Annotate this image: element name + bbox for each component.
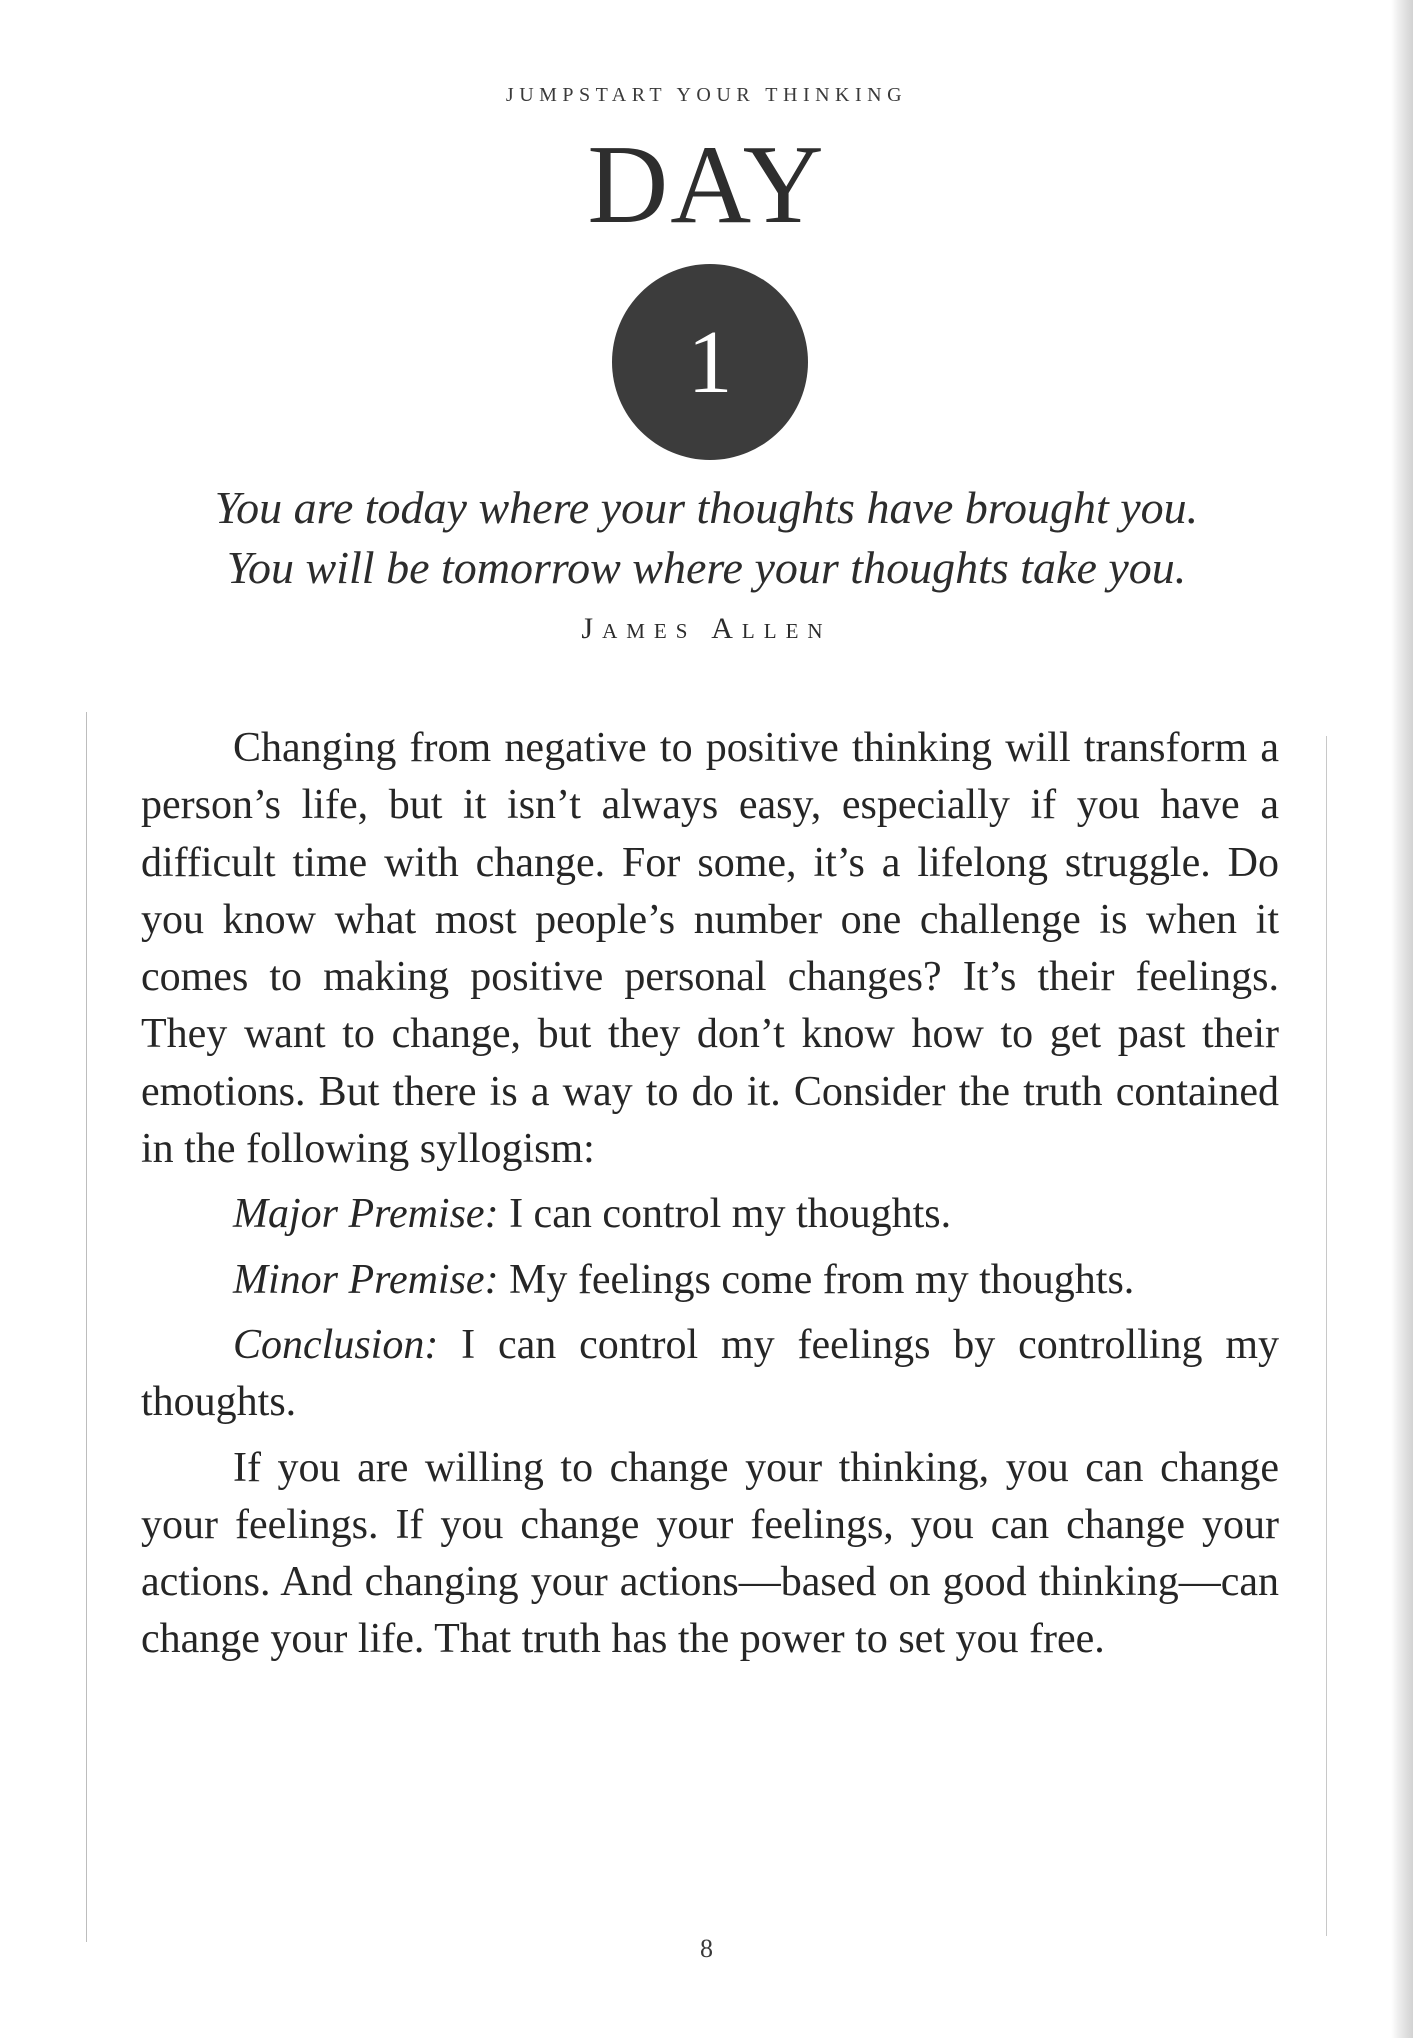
epigraph-line-1: You are today where your thoughts have brought you. xyxy=(214,482,1199,533)
page-edge-shadow xyxy=(1391,0,1413,2038)
conclusion-text: I can control my feelings by controlling my thoughts. xyxy=(141,1321,1279,1426)
body-text xyxy=(141,720,1279,1669)
day-number-badge xyxy=(612,264,808,460)
syllogism-conclusion xyxy=(141,1317,1279,1432)
epigraph-quote xyxy=(0,478,1413,598)
syllogism-minor-premise xyxy=(141,1252,1279,1309)
right-margin-line xyxy=(1326,736,1327,1936)
day-heading: DAY xyxy=(587,123,826,247)
body-paragraph-2: If you are willing to change your thinking, you can change your feelings. If you change your feelings, you can change your actions. And changing your actions—based on good thinking—can change your life. That truth has the power to set you free. xyxy=(141,1444,1279,1663)
left-margin-line xyxy=(86,712,87,1942)
day-number: 1 xyxy=(687,313,733,412)
minor-premise-label: Minor Premise: xyxy=(233,1256,499,1303)
minor-premise-text: My feelings come from my thoughts. xyxy=(498,1256,1135,1303)
running-head: JUMPSTART YOUR THINKING xyxy=(505,84,908,106)
page-number: 8 xyxy=(700,1934,713,1963)
major-premise-text: I can control my thoughts. xyxy=(498,1191,952,1238)
epigraph-attribution: James Allen xyxy=(581,612,832,645)
body-paragraph-1: Changing from negative to positive thinking will transform a person’s life, but it isn’t always easy, especially if you have a difficult time with change. For some, it’s a lifelong struggle. Do you know what most people’s number one challenge is when it comes to making positive personal changes? It’s their feelings. They want to change, but they don’t know how to get past their emotions. But there is a way to do it. Consider the truth contained in the following syllogism: xyxy=(141,725,1279,1173)
epigraph-line-2: You will be tomorrow where your thoughts take you. xyxy=(226,542,1187,593)
syllogism-major-premise xyxy=(141,1186,1279,1243)
major-premise-label: Major Premise: xyxy=(233,1191,499,1238)
conclusion-label: Conclusion: xyxy=(233,1321,439,1368)
